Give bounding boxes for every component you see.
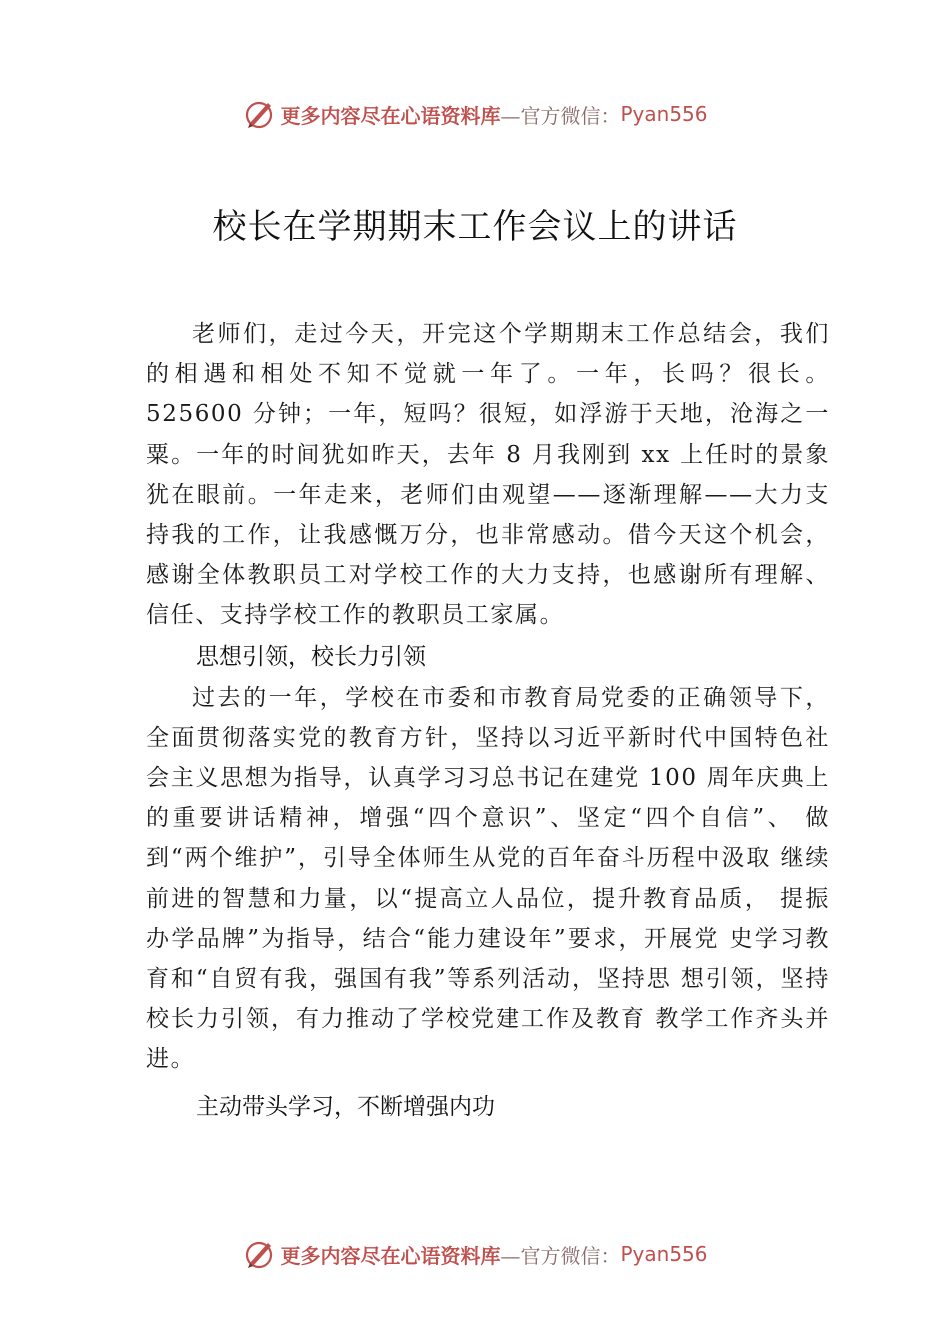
document-body — [146, 314, 830, 1128]
document-title: 校长在学期期末工作会议上的讲话 — [212, 207, 738, 247]
banner-wechat-id: Pyan556 — [620, 1242, 708, 1266]
banner-wechat-id: Pyan556 — [620, 102, 708, 126]
banner-label-text: —官方微信： — [500, 103, 621, 128]
paragraph-intro: 老师们，走过今天，开完这个学期期末工作总结会，我们的相遇和相处不知不觉就一年了。一年，长吗？很长。525600 分钟；一年，短吗？很短，如浮游于天地，沧海之一粟。一年的时间犹如昨天，去年 8 月我刚到 xx 上任时的景象犹在眼前。一年走来，老师们由观望——逐渐理解——大力支持我的工作，让我感慨万分，也非常感动。借今天这个机会，感谢全体教职员工对学校工作的大力支持，也感谢所有理解、信任、支持学校工作的教职员工家属。 — [146, 321, 830, 629]
watermark-banner-top — [0, 94, 950, 134]
section-heading-1: 思想引领，校长力引领 — [196, 643, 426, 670]
section-heading-2: 主动带头学习，不断增强内功 — [196, 1093, 495, 1120]
paragraph-review: 过去的一年，学校在市委和市教育局党委的正确领导下，全面贯彻落实党的教育方针，坚持以习近平新时代中国特色社会主义思想为指导，认真学习习总书记在建党 100 周年庆典上的重要讲话精神，增强“四个意识”、坚定“四个自信”、 做到“两个维护”，引导全体师生从党的百年奋斗历程中汲取 继续前进的智慧和力量，以“提高立人品位，提升教育品质， 提振办学品牌”为指导，结合“能力建设年”要求，开展党 史学习教育和“自贸有我，强国有我”等系列活动，坚持思 想引领，坚持校长力引领，有力推动了学校党建工作及教育 教学工作齐头并进。 — [146, 684, 830, 1073]
banner-main-text: 更多内容尽在心语资料库 — [280, 103, 501, 128]
banner-main-text: 更多内容尽在心语资料库 — [280, 1243, 501, 1268]
pen-logo-icon — [242, 97, 276, 131]
banner-label-text: —官方微信： — [500, 1243, 621, 1268]
pen-logo-icon — [242, 1237, 276, 1271]
watermark-banner-bottom — [0, 1234, 950, 1274]
